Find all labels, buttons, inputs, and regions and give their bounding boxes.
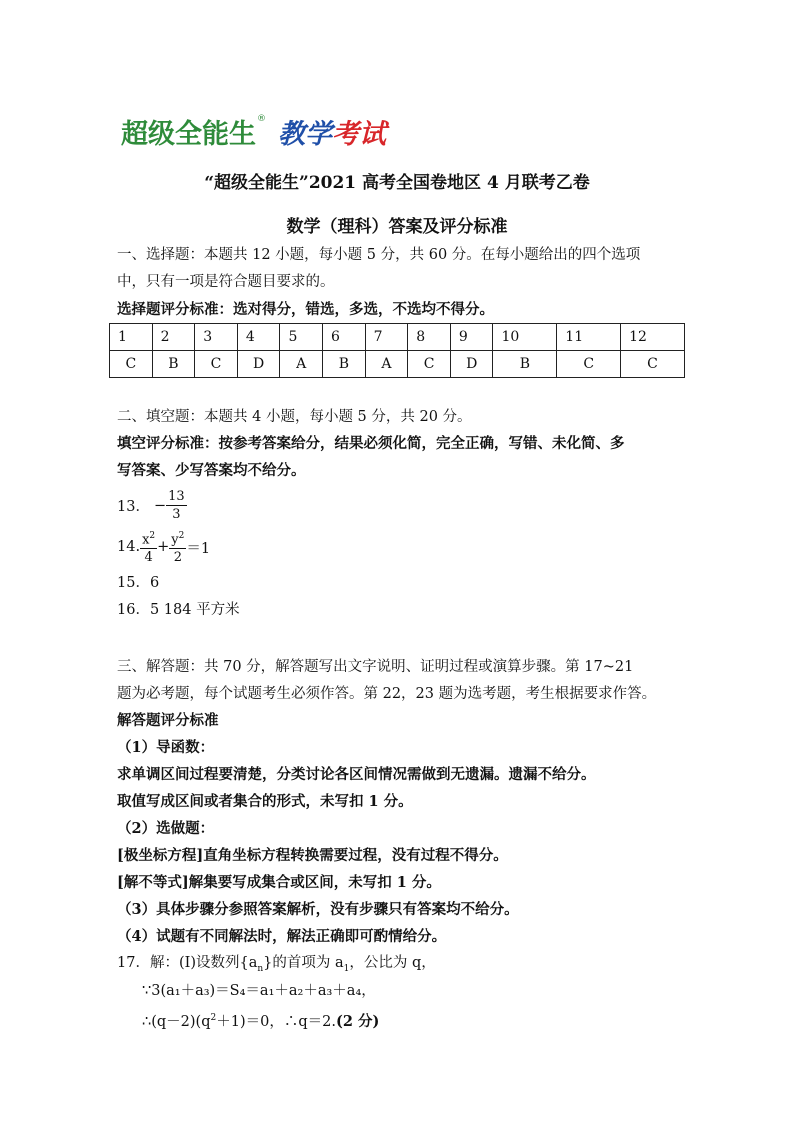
answer-cell: D — [450, 351, 493, 378]
answer-cell: B — [323, 351, 366, 378]
answer-cell: A — [365, 351, 408, 378]
question-number-cell: 6 — [323, 324, 366, 351]
answer-cell: A — [280, 351, 323, 378]
standard-item: 取值写成区间或者集合的形式，未写扣 1 分。 — [117, 793, 413, 810]
answer-15: 15．6 — [117, 575, 160, 591]
answer-13: 13． − $\frac{13}{3}$ — [117, 489, 185, 522]
question-number-cell: 10 — [493, 324, 557, 351]
question-number-cell: 8 — [408, 324, 451, 351]
question-number-cell: 1 — [110, 324, 153, 351]
answer-cell: D — [237, 351, 280, 378]
answer-cell: C — [110, 351, 153, 378]
section2-intro: 二、填空题：本题共 4 小题，每小题 5 分，共 20 分。 — [117, 409, 472, 425]
fraction: $\frac{13}{3}$ — [168, 489, 185, 522]
logo-tagline: 教学考试 — [278, 119, 386, 150]
document-title: “超级全能生”2021 高考全国卷地区 4 月联考乙卷 — [204, 173, 590, 193]
section1-standard: 选择题评分标准：选对得分，错选，多选，不选均不得分。 — [117, 301, 494, 318]
answer-16: 16．5 184 平方米 — [117, 602, 240, 618]
score-marker: (2 分) — [335, 1012, 380, 1030]
fraction: $\frac{y^2}{2}$ — [169, 528, 186, 566]
answer-cell: B — [493, 351, 557, 378]
answer-table — [109, 323, 685, 378]
question-number-cell: 12 — [621, 324, 685, 351]
standard-item: （2）选做题： — [117, 820, 215, 837]
question-number-cell: 11 — [557, 324, 621, 351]
brand-logo — [121, 112, 386, 150]
standard-heading: 解答题评分标准 — [117, 712, 219, 729]
standard-item: （3）具体步骤分参照答案解析，没有步骤只有答案均不给分。 — [117, 901, 519, 918]
question-number-cell: 5 — [280, 324, 323, 351]
answer-cell: C — [621, 351, 685, 378]
answer-14: 14. $\frac{x^2}{4}$ + $\frac{y^2}{2}$ ＝1 — [117, 528, 210, 566]
section3-standard — [117, 707, 687, 950]
standard-item: [极坐标方程]直角坐标方程转换需要过程，没有过程不得分。 — [117, 847, 508, 864]
question-number-cell: 9 — [450, 324, 493, 351]
section1-intro: 一、选择题：本题共 12 小题，每小题 5 分，共 60 分。在每小题给出的四个选项 中，只有一项是符合题目要求的。 — [117, 247, 641, 290]
question-number-cell: 7 — [365, 324, 408, 351]
logo-registered-mark: ® — [257, 114, 266, 124]
q17-line2: ∵3(a₁＋a₃)＝S₄＝a₁＋a₂＋a₃＋a₄， — [142, 983, 376, 999]
document-subtitle: 数学（理科）答案及评分标准 — [286, 217, 508, 237]
question-number-cell: 4 — [237, 324, 280, 351]
question-number-cell: 3 — [195, 324, 238, 351]
answer-cell: B — [152, 351, 195, 378]
standard-item: [解不等式]解集要写成集合或区间，未写扣 1 分。 — [117, 874, 441, 891]
answer-cell: C — [408, 351, 451, 378]
section3-intro: 三、解答题：共 70 分，解答题写出文字说明、证明过程或演算步骤。第 17~21 题为必考题，每个试题考生必须作答。第 22，23 题为选考题，考生根据要求作答。 — [117, 659, 657, 702]
standard-item: 求单调区间过程要清楚，分类讨论各区间情况需做到无遗漏。遗漏不给分。 — [117, 766, 596, 783]
standard-item: （1）导函数： — [117, 739, 215, 756]
answer-table-answers-row — [110, 351, 685, 378]
q17-line1: 17．解：(Ⅰ)设数列$\{a_n\}$的首项为 $a_1$，公比为 q， — [117, 955, 436, 974]
answer-table-numbers-row — [110, 324, 685, 351]
fraction: $\frac{x^2}{4}$ — [140, 528, 157, 566]
section2-standard: 填空评分标准：按参考答案给分，结果必须化简，完全正确，写错、未化简、多 写答案、少写答案均不给分。 — [117, 435, 625, 479]
question-number-cell: 2 — [152, 324, 195, 351]
answer-cell: C — [557, 351, 621, 378]
logo-brand-text: 超级全能生 — [121, 119, 256, 150]
answer-cell: C — [195, 351, 238, 378]
standard-item: （4）试题有不同解法时，解法正确即可酌情给分。 — [117, 928, 447, 945]
q17-line3: $\therefore(q-2)(q^2+1)=0$，∴q＝2.(2 分) — [142, 1012, 380, 1030]
